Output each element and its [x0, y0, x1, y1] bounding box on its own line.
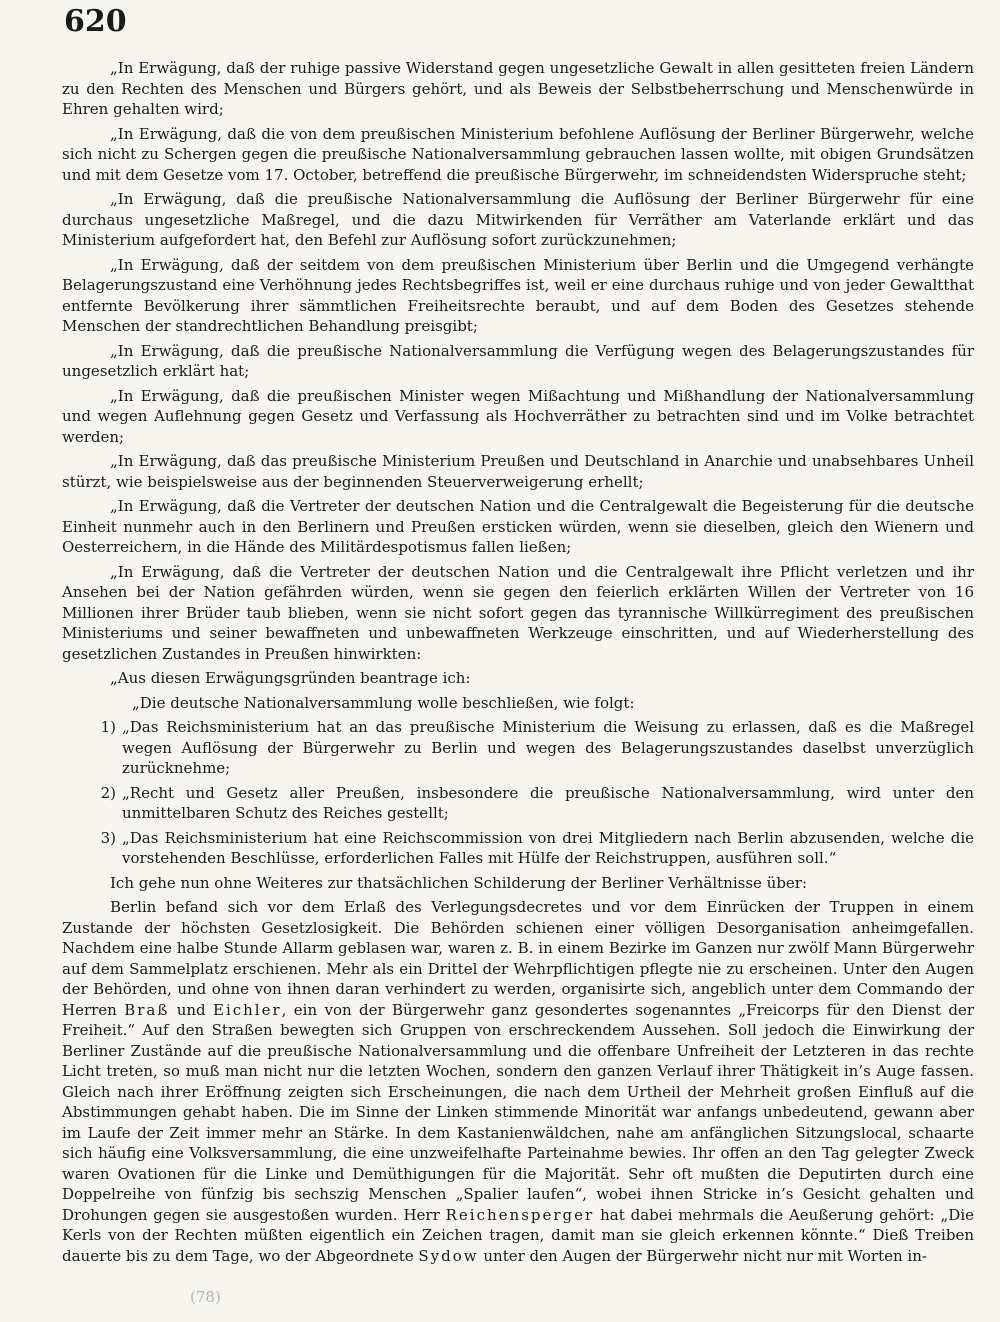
motion-item [62, 783, 974, 824]
narrative-paragraph [62, 897, 974, 1266]
narrative-text: , ein von der Bürgerwehr ganz gesondertes sogenanntes „Freicorps für den Dienst der Freiheit.“ Auf den Straßen bewegten sich Gruppen von erschreckendem Aussehen. Soll jedoch die Einwirkung der Berliner Zustände auf die preußische Nationalversammlung und die offenbare Unfreiheit der Letzteren in das rechte Licht treten, so muß man nicht nur die letzten Wochen, sondern den ganzen Verlauf ihrer Thätigkeit in’s Auge fassen. Gleich nach ihrer Eröffnung zeigten sich Erscheinungen, die nach dem Urtheil der Mehrheit großen Einfluß auf die Abstimmungen gehabt haben. Die im Sinne der Linken stimmende Minorität war anfangs unbedeutend, gewann aber im Laufe der Zeit immer mehr an Stärke. In dem Kastanienwäldchen, nahe am anfänglichen Sitzungslocal, schaarte sich häufig eine Volksversammlung, die eine unzweifelhafte Parteinahme bewies. Ihr offen an den Tag gelegter Zweck waren Ovationen für die Linke und Demüthigungen für die Majorität. Sehr oft mußten die Deputirten durch eine Doppelreihe von fünfzig bis sechszig Menschen „Spalier laufen“, wobei ihnen Stricke in’s Gesicht gehalten und Drohungen gegen sie ausgestoßen wurden. Herr [62, 1000, 975, 1224]
motion-item-text: „Das Reichsministerium hat eine Reichscommission von drei Mitgliedern nach Berlin abzusenden, welche die vorstehenden Beschlüsse, erforderlichen Falles mit Hülfe der Reichstruppen, ausführen soll.“ [122, 828, 974, 867]
paragraph: „In Erwägung, daß die preußische Nationalversammlung die Verfügung wegen des Belagerungszustandes für ungesetzlich erklärt hat; [62, 341, 974, 380]
narrative-text: unter den Augen der Bürgerwehr nicht nur mit Worten in- [478, 1246, 927, 1265]
motion-item-number: 2) [100, 783, 116, 802]
bleed-through-mark: (78) [190, 1288, 221, 1306]
narrative-text: Berlin befand sich vor dem Erlaß des Verlegungsdecretes und vor dem Einrücken der Truppen in einem Zustande der höchsten Gesetzlosigkeit. Die Behörden schienen einer völligen Desorganisation anheimgefallen. Nachdem eine halbe Stunde Allarm geblasen war, waren z. B. in einem Bezirke im Ganzen nur zwölf Mann Bürgerwehr auf dem Sammelplatz erschienen. Mehr als ein Drittel der Wehrpflichtigen pflegte nie zu erscheinen. Unter den Augen der Behörden, und ohne von ihnen daran verhindert zu werden, organisirte sich, angeblich unter dem Commando der Herren [62, 898, 974, 1019]
paragraph: „In Erwägung, daß die Vertreter der deutschen Nation und die Centralgewalt ihre Pflicht verletzen und ihr Ansehen bei der Nation gefährden würden, wenn sie gegen den feierlich erklärten Willen der Vertreter von 16 Millionen ihrer Brüder taub blieben, wenn sie nicht sofort gegen das tyrannische Willkürregiment des preußischen Ministeriums und seiner bewaffneten und unbewaffneten Werkzeuge einschritten, und auf Wiederherstellung des gesetzlichen Zustandes in Preußen hinwirkten: [62, 562, 974, 663]
person-name: Reichensperger [445, 1205, 595, 1224]
paragraph: „In Erwägung, daß das preußische Ministerium Preußen und Deutschland in Anarchie und unabsehbares Unheil stürzt, wie beispielsweise aus der beginnenden Steuerverweigerung erhellt; [62, 452, 974, 491]
narrative-intro: Ich gehe nun ohne Weiteres zur thatsächlichen Schilderung der Berliner Verhältnisse über: [110, 873, 808, 892]
person-name: Braß [124, 1000, 170, 1019]
paragraph: „In Erwägung, daß die preußische Nationalversammlung die Auflösung der Berliner Bürgerwehr für eine durchaus ungesetzliche Maßregel, und die dazu Mitwirkenden für Verräther am Vaterlande erklärt und das Ministerium aufgefordert hat, den Befehl zur Auflösung sofort zurückzunehmen; [62, 190, 974, 249]
paragraph: „In Erwägung, daß der ruhige passive Widerstand gegen ungesetzliche Gewalt in allen gesitteten freien Ländern zu den Rechten des Menschen und Bürgers gehört, und als Beweis der Selbstbeherrschung und Menschenwürde in Ehren gehalten wird; [62, 59, 974, 118]
motion-intro: „Aus diesen Erwägungsgründen beantrage ich: [110, 669, 471, 687]
person-name: Sydow [418, 1246, 479, 1265]
motion-item-number: 3) [100, 828, 116, 847]
paragraph: „In Erwägung, daß die Vertreter der deutschen Nation und die Centralgewalt die Begeisterung für die deutsche Einheit nunmehr auch in den Berlinern und Preußen ersticken würden, wenn sie dieselben, gleich den Wienern und Oesterreichern, in die Hände des Militärdespotismus fallen ließen; [62, 497, 974, 556]
body-text [62, 58, 974, 1270]
person-name: Eichler [213, 1000, 282, 1019]
motion-item-number: 1) [100, 718, 116, 736]
paragraph: „In Erwägung, daß die preußischen Minister wegen Mißachtung und Mißhandlung der Nationalversammlung und wegen Auflehnung gegen Gesetz und Verfassung als Hochverräther zu betrachten sind und im Volke betrachtet werden; [62, 386, 974, 446]
motion-item [62, 717, 974, 779]
paragraph: „In Erwägung, daß die von dem preußischen Ministerium befohlene Auflösung der Berliner Bürgerwehr, welche sich nicht zu Schergen gegen die preußische Nationalversammlung gebrauchen lassen wollte, mit obigen Grundsätzen und mit dem Gesetze vom 17. October, betreffend die preußische Bürgerwehr, im schneidendsten Widerspruche steht; [62, 124, 974, 184]
narrative-text: und [169, 1000, 213, 1019]
motion-item-text: „Das Reichsministerium hat an das preußische Ministerium die Weisung zu erlassen, daß es die Maßregel wegen Auflösung der Bürgerwehr zu Berlin und wegen des Belagerungszustandes daselbst unverzüglich zurücknehme; [122, 718, 974, 777]
paragraph: „In Erwägung, daß der seitdem von dem preußischen Ministerium über Berlin und die Umgegend verhängte Belagerungszustand eine Verhöhnung jedes Rechtsbegriffes ist, weil er eine durchaus ruhige und von jeder Gewaltthat entfernte Bevölkerung ihrer sämmtlichen Freiheitsrechte beraubt, und auf dem Boden des Gesetzes stehende Menschen der standrechtlichen Behandlung preisgibt; [62, 255, 974, 335]
motion-lead: „Die deutsche Nationalversammlung wolle beschließen, wie folgt: [132, 693, 635, 712]
narrative-text: hat dabei mehrmals die Aeußerung gehört: „Die Kerls von der Rechten müßten eigentlich ein Zeichen tragen, damit man sie gleich erkennen könnte.“ Dieß Treiben dauerte bis zu dem Tage, wo der Abgeordnete [62, 1205, 975, 1265]
motion-item-text: „Recht und Gesetz aller Preußen, insbesondere die preußische Nationalversammlung, wird unter den unmittelbaren Schutz des Reiches gestellt; [122, 783, 974, 822]
motion-item [62, 828, 974, 869]
page-number: 620 [64, 4, 127, 39]
